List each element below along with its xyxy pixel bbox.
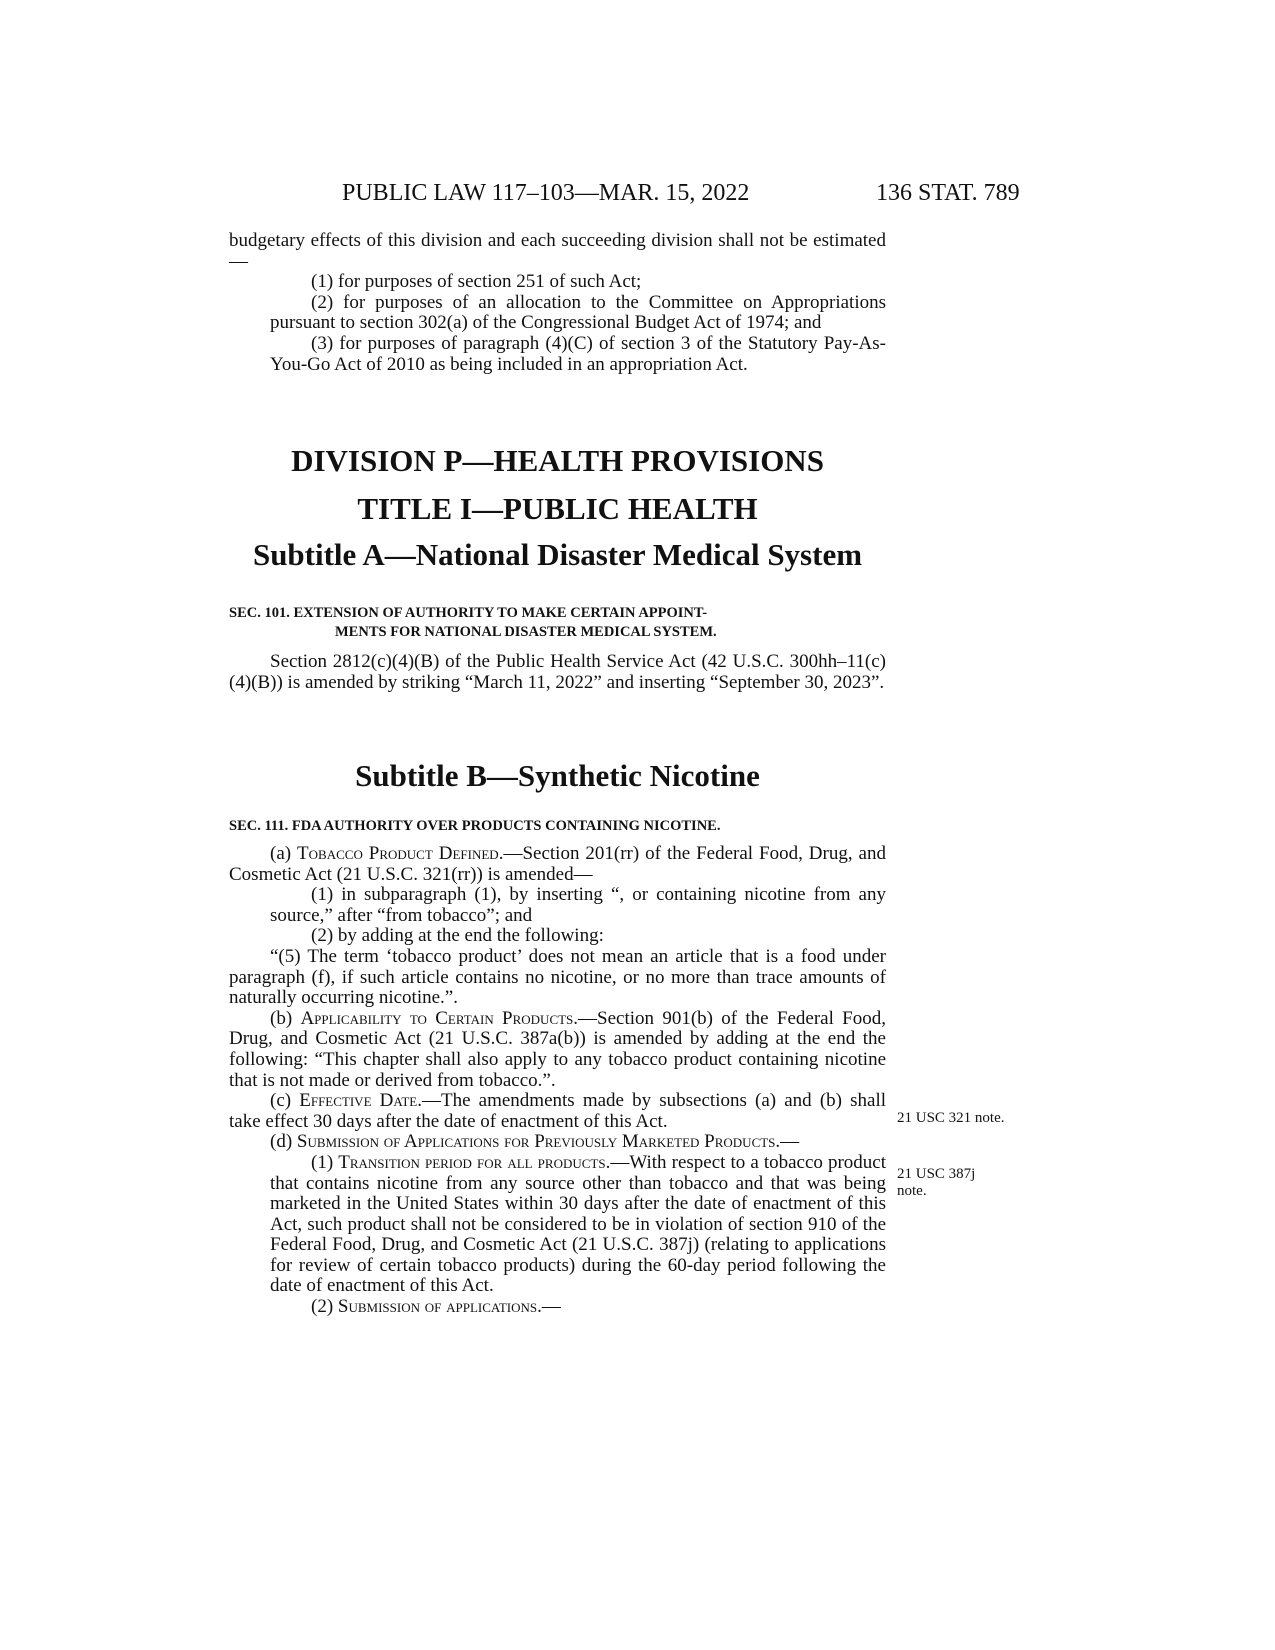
- subsection-d-text: .—: [775, 1131, 800, 1153]
- page-number: 136 STAT. 789: [876, 180, 1020, 206]
- intro-item-1: (1) for purposes of section 251 of such Act;: [311, 271, 642, 293]
- subsection-c-caption: Effective Date: [299, 1090, 418, 1112]
- subsection-d-label: (d): [270, 1131, 297, 1153]
- subsection-a-label: (a): [270, 843, 298, 864]
- subsection-c-label: (c): [270, 1090, 300, 1112]
- subsection-d-paragraph-2-label: (2): [311, 1296, 338, 1318]
- section-101-heading-line1: SEC. 101. EXTENSION OF AUTHORITY TO MAKE CERTAIN APPOINT-: [229, 605, 708, 621]
- subsection-a-paragraph-1: (1) in subparagraph (1), by inserting “, or containing nicotine from any source,” after “from tobacco”; and: [270, 884, 886, 926]
- subsection-d-paragraph-1-caption: Transition period for all products: [338, 1151, 606, 1173]
- subsection-d: [229, 1132, 886, 1153]
- subsection-a-paragraph-2: (2) by adding at the end the following:: [311, 925, 604, 947]
- section-101-body: Section 2812(c)(4)(B) of the Public Health Service Act (42 U.S.C. 300hh–11(c)(4)(B)) is amended by striking “March 11, 2022” and inserting “September 30, 2023”.: [229, 651, 886, 693]
- section-101-heading-line2: MENTS FOR NATIONAL DISASTER MEDICAL SYSTEM.: [335, 624, 717, 640]
- subsection-a-text: .—Section 201(rr) of the Federal Food, Drug, and Cosmetic Act (21 U.S.C. 321(rr)) is amended—: [229, 843, 886, 885]
- intro-lead: budgetary effects of this division and each succeeding division shall not be estimated—: [229, 230, 886, 272]
- subtitle-b-heading: Subtitle B—Synthetic Nicotine: [355, 758, 760, 793]
- subsection-b-text: .—Section 901(b) of the Federal Food, Drug, and Cosmetic Act (21 U.S.C. 387a(b)) is amended by adding at the end the following: “This chapter shall also apply to any tobacco product containing nicotine that is not made or derived from tobacco.”.: [229, 1007, 886, 1091]
- running-header-title: PUBLIC LAW 117–103—MAR. 15, 2022: [342, 180, 750, 206]
- subsection-c-text: .—The amendments made by subsections (a) and (b) shall take effect 30 days after the date of enactment of this Act.: [229, 1090, 886, 1132]
- title-heading: TITLE I—PUBLIC HEALTH: [357, 491, 758, 526]
- subsection-d-paragraph-2-text: .—: [537, 1296, 561, 1318]
- subsection-d-paragraph-1-text: .—With respect to a tobacco product that contains nicotine from any source other than tobacco and that was being marketed in the United States within 30 days after the date of enactment of this Act, such product shall not be considered to be in violation of section 910 of the Federal Food, Drug, and Cosmetic Act (21 U.S.C. 387j) (relating to applications for review of certain tobacco products) during the 60-day period following the date of enactment of this Act.: [270, 1151, 887, 1297]
- subsection-a: [229, 844, 886, 885]
- subsection-b-label: (b): [270, 1007, 301, 1029]
- division-heading: DIVISION P—HEALTH PROVISIONS: [291, 443, 824, 478]
- subsection-a-caption: Tobacco Product Defined: [297, 843, 499, 864]
- subtitle-a-heading: Subtitle A—National Disaster Medical System: [252, 537, 863, 572]
- intro-block: [229, 231, 886, 375]
- margin-note-effective-date: 21 USC 321 note.: [897, 1110, 1005, 1126]
- subsection-d-paragraph-1: [229, 1153, 886, 1297]
- intro-item-3: (3) for purposes of paragraph (4)(C) of section 3 of the Statutory Pay-As-You-Go Act of 2010 as being included in an appropriation Act.: [270, 332, 886, 375]
- section-101: [229, 604, 886, 693]
- subsection-d-paragraph-2: [229, 1297, 886, 1318]
- subsection-b-caption: Applicability to Certain Products: [300, 1007, 574, 1029]
- subsection-b: [229, 1009, 886, 1091]
- margin-note-previously-marketed: 21 USC 387j note.: [897, 1166, 976, 1199]
- section-111: [229, 817, 886, 1318]
- subsection-c: [229, 1091, 886, 1132]
- subsection-d-paragraph-2-caption: Submission of applications: [337, 1296, 538, 1318]
- section-111-heading: SEC. 111. FDA AUTHORITY OVER PRODUCTS CONTAINING NICOTINE.: [229, 818, 721, 834]
- subsection-d-caption: Submission of Applications for Previously Marketed Products: [296, 1131, 776, 1153]
- intro-item-2: (2) for purposes of an allocation to the Committee on Appropriations pursuant to section 302(a) of the Congressional Budget Act of 1974; and: [270, 291, 886, 334]
- subsection-d-paragraph-1-label: (1): [311, 1151, 339, 1173]
- subsection-a-quoted-text: “(5) The term ‘tobacco product’ does not mean an article that is a food under paragraph (f), if such article contains no nicotine, or no more than trace amounts of naturally occurring nicotine.”.: [229, 945, 886, 1009]
